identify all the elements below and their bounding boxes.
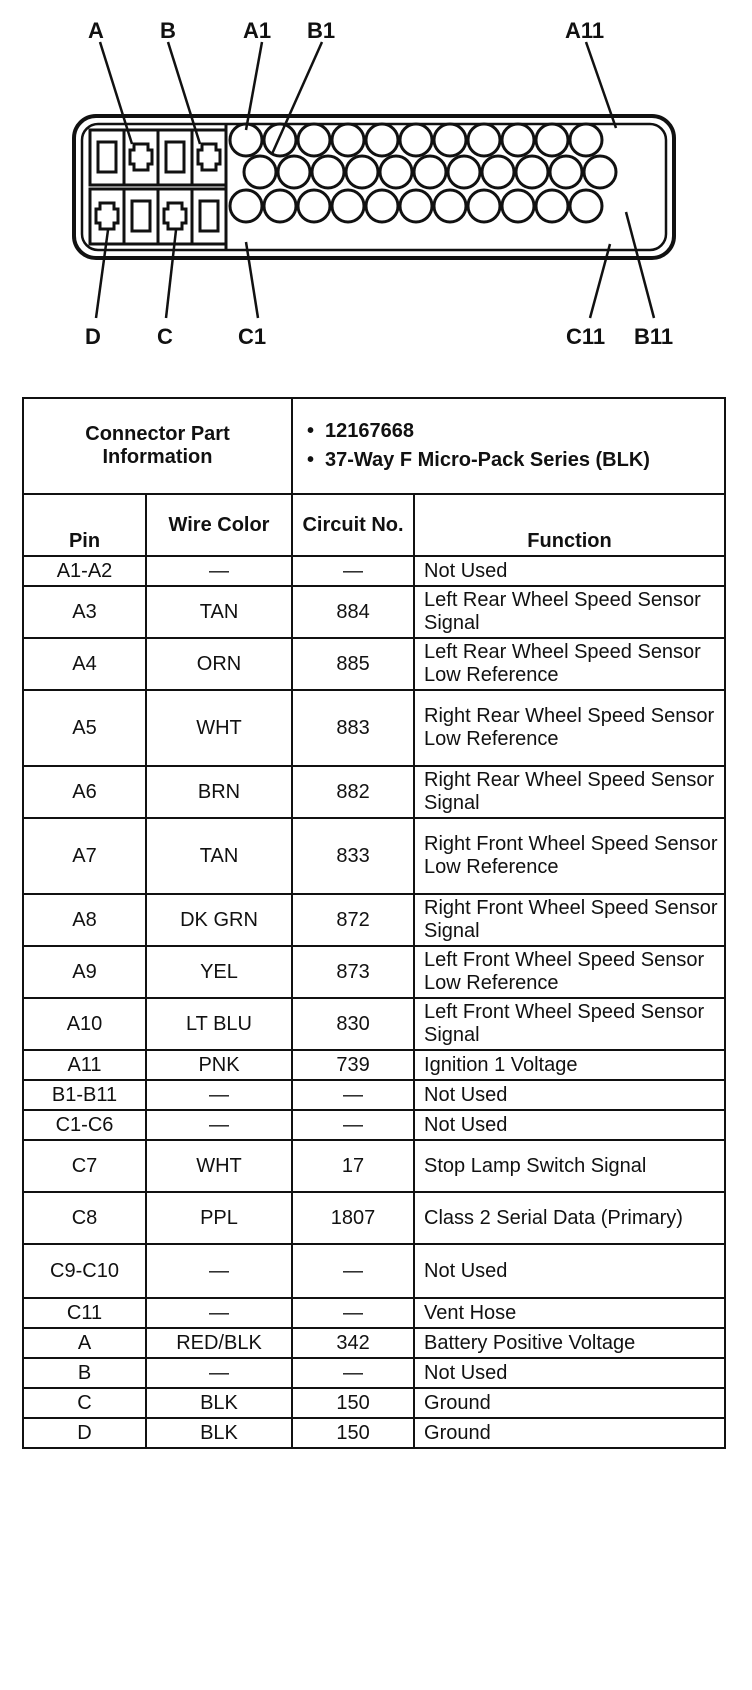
cell-circuit-no: 17 — [292, 1140, 414, 1192]
pin-cavity-a5 — [366, 124, 398, 156]
cell-pin: A7 — [23, 818, 146, 894]
cell-pin: A10 — [23, 998, 146, 1050]
cell-circuit-no: 150 — [292, 1418, 414, 1448]
cell-circuit-no: 739 — [292, 1050, 414, 1080]
pin-cavity-b7 — [448, 156, 480, 188]
pin-cavity-c11 — [570, 190, 602, 222]
table-row — [23, 586, 725, 638]
cell-function: Not Used — [414, 1110, 725, 1140]
cell-circuit-no: 830 — [292, 998, 414, 1050]
cell-wire-color: TAN — [146, 818, 292, 894]
pin-cavity-a10 — [536, 124, 568, 156]
cell-wire-color: — — [146, 1080, 292, 1110]
cell-pin: C9-C10 — [23, 1244, 146, 1298]
pin-cavity-b2 — [278, 156, 310, 188]
table-row — [23, 1298, 725, 1328]
table-row — [23, 818, 725, 894]
cell-wire-color: WHT — [146, 690, 292, 766]
pin-cavity-b6 — [414, 156, 446, 188]
cell-function: Right Front Wheel Speed Sensor Low Reference — [414, 818, 725, 894]
cell-pin: A — [23, 1328, 146, 1358]
cell-wire-color: — — [146, 556, 292, 586]
cell-function: Stop Lamp Switch Signal — [414, 1140, 725, 1192]
pin-cavity-a9 — [502, 124, 534, 156]
cell-circuit-no: 885 — [292, 638, 414, 690]
cell-function: Right Rear Wheel Speed Sensor Low Reference — [414, 690, 725, 766]
connector-description: • 37-Way F Micro-Pack Series (BLK) — [299, 449, 718, 472]
cell-wire-color: WHT — [146, 1140, 292, 1192]
table-row — [23, 1192, 725, 1244]
pin-cavity-c10 — [536, 190, 568, 222]
header-function: Function — [414, 494, 725, 556]
cell-wire-color: — — [146, 1244, 292, 1298]
label-b11: B11 — [634, 324, 674, 349]
table-row — [23, 946, 725, 998]
pin-cavity-b10 — [550, 156, 582, 188]
cell-pin: A6 — [23, 766, 146, 818]
cell-pin: A9 — [23, 946, 146, 998]
pin-cavity-a2 — [264, 124, 296, 156]
cell-pin: C — [23, 1388, 146, 1418]
cell-function: Not Used — [414, 1358, 725, 1388]
cell-pin: D — [23, 1418, 146, 1448]
pin-cavity-b8 — [482, 156, 514, 188]
cell-pin: A11 — [23, 1050, 146, 1080]
table-row — [23, 1140, 725, 1192]
connector-face-diagram — [0, 0, 752, 370]
table-header-row — [23, 494, 725, 556]
table-row — [23, 998, 725, 1050]
cell-pin: C11 — [23, 1298, 146, 1328]
table-row — [23, 556, 725, 586]
cell-pin: A3 — [23, 586, 146, 638]
pin-cavity-c4 — [332, 190, 364, 222]
header-circuit-no: Circuit No. — [292, 494, 414, 556]
cell-pin: A4 — [23, 638, 146, 690]
label-c1: C1 — [238, 324, 267, 349]
table-row — [23, 1080, 725, 1110]
pin-cavity-c3 — [298, 190, 330, 222]
cell-wire-color: — — [146, 1110, 292, 1140]
cell-wire-color: PPL — [146, 1192, 292, 1244]
cell-function: Not Used — [414, 556, 725, 586]
table-row — [23, 1050, 725, 1080]
pin-cavity-a8 — [468, 124, 500, 156]
cell-circuit-no: — — [292, 1110, 414, 1140]
table-row — [23, 1388, 725, 1418]
label-c: C — [157, 324, 173, 349]
cell-function: Vent Hose — [414, 1298, 725, 1328]
cell-function: Ignition 1 Voltage — [414, 1050, 725, 1080]
cell-function: Ground — [414, 1388, 725, 1418]
label-b1: B1 — [307, 18, 336, 43]
table-row — [23, 690, 725, 766]
cell-wire-color: BLK — [146, 1388, 292, 1418]
cell-function: Left Front Wheel Speed Sensor Signal — [414, 998, 725, 1050]
pin-cavity-a6 — [400, 124, 432, 156]
pin-out-table — [22, 397, 726, 1449]
pin-cavity-a11 — [570, 124, 602, 156]
pin-cavity-b9 — [516, 156, 548, 188]
pin-cavity-c1 — [230, 190, 262, 222]
cell-function: Not Used — [414, 1080, 725, 1110]
cell-pin: A1-A2 — [23, 556, 146, 586]
cell-function: Right Front Wheel Speed Sensor Signal — [414, 894, 725, 946]
cell-circuit-no: 882 — [292, 766, 414, 818]
pin-cavity-c6 — [400, 190, 432, 222]
cell-pin: A8 — [23, 894, 146, 946]
connector-info-values — [292, 398, 725, 494]
label-a: A — [88, 18, 104, 43]
cell-pin: C8 — [23, 1192, 146, 1244]
pin-cavity-a3 — [298, 124, 330, 156]
cell-wire-color: — — [146, 1358, 292, 1388]
table-row — [23, 766, 725, 818]
table-row — [23, 638, 725, 690]
label-a11: A11 — [565, 18, 605, 43]
table-row — [23, 894, 725, 946]
cell-wire-color: TAN — [146, 586, 292, 638]
cell-circuit-no: 1807 — [292, 1192, 414, 1244]
connector-info-row — [23, 398, 725, 494]
cell-circuit-no: — — [292, 1244, 414, 1298]
cell-pin: B1-B11 — [23, 1080, 146, 1110]
cell-wire-color: YEL — [146, 946, 292, 998]
cell-function: Battery Positive Voltage — [414, 1328, 725, 1358]
pin-cavity-b3 — [312, 156, 344, 188]
label-c11: C11 — [566, 324, 606, 349]
cell-pin: C1-C6 — [23, 1110, 146, 1140]
pin-cavity-c8 — [468, 190, 500, 222]
pin-cavity-c9 — [502, 190, 534, 222]
cell-function: Left Rear Wheel Speed Sensor Signal — [414, 586, 725, 638]
pin-cavity-a7 — [434, 124, 466, 156]
cell-wire-color: BLK — [146, 1418, 292, 1448]
cell-circuit-no: 150 — [292, 1388, 414, 1418]
cell-function: Not Used — [414, 1244, 725, 1298]
table-row — [23, 1328, 725, 1358]
pin-cavity-b11 — [584, 156, 616, 188]
connector-info-label: Connector Part Information — [23, 398, 292, 494]
label-d: D — [85, 324, 101, 349]
cell-wire-color: LT BLU — [146, 998, 292, 1050]
pin-cavity-a4 — [332, 124, 364, 156]
cell-circuit-no: 884 — [292, 586, 414, 638]
pin-cavity-c2 — [264, 190, 296, 222]
cell-wire-color: — — [146, 1298, 292, 1328]
cell-circuit-no: — — [292, 1358, 414, 1388]
cell-function: Class 2 Serial Data (Primary) — [414, 1192, 725, 1244]
cell-circuit-no: 883 — [292, 690, 414, 766]
cell-circuit-no: 872 — [292, 894, 414, 946]
label-a1: A1 — [243, 18, 272, 43]
cell-circuit-no: — — [292, 1298, 414, 1328]
table-row — [23, 1358, 725, 1388]
connector-part-number: • 12167668 — [299, 420, 718, 443]
cell-circuit-no: — — [292, 1080, 414, 1110]
cell-function: Ground — [414, 1418, 725, 1448]
pin-cavity-c5 — [366, 190, 398, 222]
cell-pin: A5 — [23, 690, 146, 766]
pin-cavity-b5 — [380, 156, 412, 188]
header-wire-color: Wire Color — [146, 494, 292, 556]
cell-function: Right Rear Wheel Speed Sensor Signal — [414, 766, 725, 818]
cell-circuit-no: 873 — [292, 946, 414, 998]
cell-wire-color: PNK — [146, 1050, 292, 1080]
table-row — [23, 1110, 725, 1140]
cell-circuit-no: 342 — [292, 1328, 414, 1358]
cell-wire-color: BRN — [146, 766, 292, 818]
header-pin: Pin — [23, 494, 146, 556]
cell-pin: C7 — [23, 1140, 146, 1192]
cell-pin: B — [23, 1358, 146, 1388]
label-b: B — [160, 18, 176, 43]
pin-cavities — [230, 124, 616, 222]
cell-wire-color: ORN — [146, 638, 292, 690]
pin-cavity-b4 — [346, 156, 378, 188]
large-cavities — [90, 130, 226, 244]
cell-circuit-no: 833 — [292, 818, 414, 894]
cell-wire-color: RED/BLK — [146, 1328, 292, 1358]
table-row — [23, 1418, 725, 1448]
cell-function: Left Front Wheel Speed Sensor Low Reference — [414, 946, 725, 998]
cell-circuit-no: — — [292, 556, 414, 586]
cell-wire-color: DK GRN — [146, 894, 292, 946]
pin-cavity-c7 — [434, 190, 466, 222]
table-row — [23, 1244, 725, 1298]
pin-cavity-b1 — [244, 156, 276, 188]
cell-function: Left Rear Wheel Speed Sensor Low Reference — [414, 638, 725, 690]
